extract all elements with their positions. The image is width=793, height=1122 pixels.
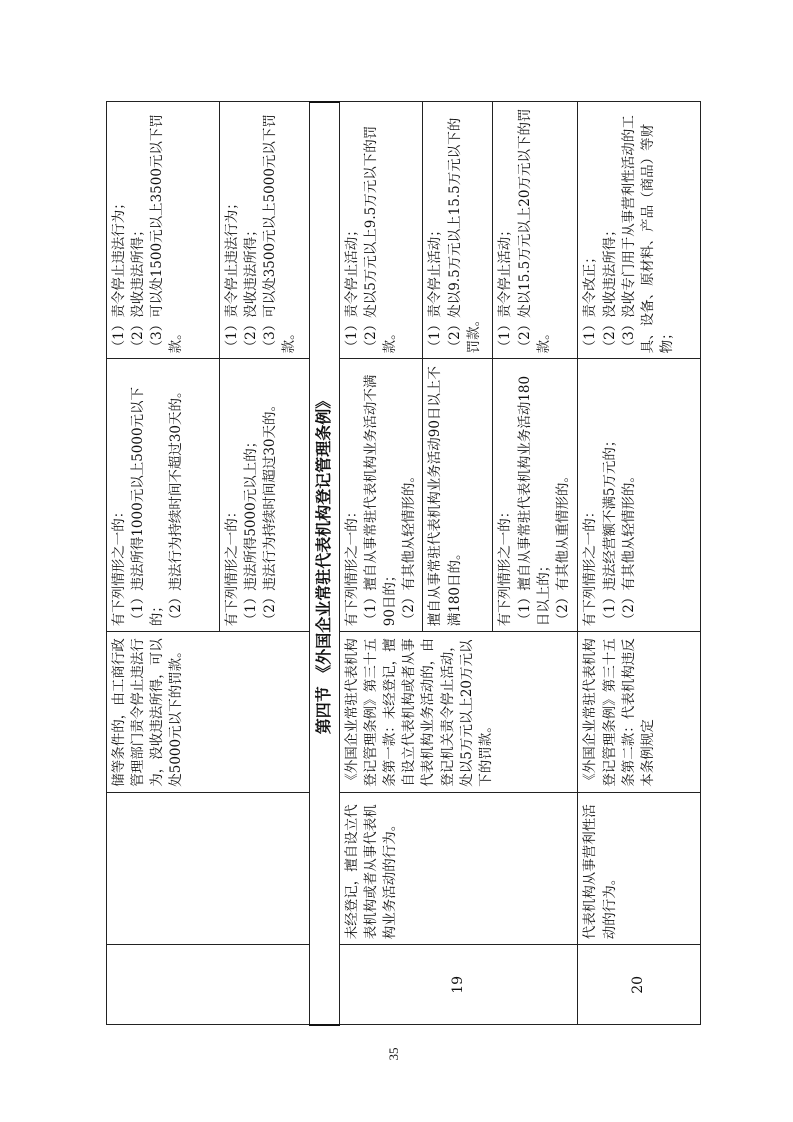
circumstance-line: （1）违法经营额不满5万元的； — [601, 433, 618, 627]
standard-line: （3）没收专门用于从事营利性活动的工具、设备、原材料、产品（商品）等财物； — [620, 115, 675, 354]
standard-line: （2）处以5万元以上9.5万元以下的罚款。 — [362, 125, 399, 354]
circumstance-cell — [107, 359, 220, 632]
basis-cell: 储等条件的，由工商行政管理部门责令停止违法行为，没收违法所得，可以处5000元以下的罚款。 — [107, 632, 310, 793]
basis-cell: 《外国企业常驻代表机构登记管理条例》第三十五条第一款：未经登记，擅自设立代表机构或者从事代表机构业务活动的，由登记机关责令停止活动，处以5万元以上20万元以下的罚款。 — [339, 632, 578, 793]
standard-line: （2）没收违法所得； — [243, 223, 260, 354]
circumstance-line: 有下列情形之一的： — [582, 504, 599, 627]
circumstance-line: （1）违法所得5000元以上的； — [243, 434, 260, 627]
section-title: 第四节 《外国企业常驻代表机构登记管理条例》 — [310, 102, 340, 1025]
standard-line: （2）没收违法所得； — [601, 223, 618, 354]
behavior-cell: 未经登记，擅自设立代表机构或者从事代表机构业务活动的行为。 — [339, 792, 578, 944]
circumstance-cell — [423, 359, 493, 632]
standard-line: （1）责令停止违法行为； — [224, 196, 240, 354]
section-row — [310, 102, 340, 1025]
standard-line: （1）责令停止违法行为； — [111, 196, 127, 354]
circumstance-line: （1）违法所得1000元以上5000元以下的； — [130, 386, 166, 627]
circumstance-line: （1）擅自从事常驻代表机构业务活动不满90日的； — [362, 374, 399, 627]
circumstance-cell — [339, 359, 423, 632]
circumstance-line: 有下列情形之一的： — [343, 504, 360, 627]
circumstance-line: （2）有其他从轻情形的。 — [401, 469, 418, 627]
basis-cell: 《外国企业常驻代表机构登记管理条例》第三十五条第二款：代表机构违反本条例规定 — [578, 632, 701, 793]
behavior-cell — [107, 792, 310, 944]
circumstance-cell — [578, 359, 701, 632]
item-number: 20 — [578, 945, 701, 1025]
standard-line: （3）可以处1500元以上3500元以下罚款。 — [149, 114, 185, 354]
standard-cell — [339, 102, 423, 359]
standard-line: （2）处以15.5万元以上20万元以下的罚款。 — [516, 108, 552, 354]
circumstance-line: 有下列情形之一的： — [111, 504, 127, 627]
standard-line: （2）处以9.5万元以上15.5万元以下的罚款。 — [446, 117, 482, 354]
standard-line: （1）责令停止活动； — [497, 223, 514, 354]
standard-line: （1）责令停止活动； — [343, 223, 360, 354]
penalty-standards-table — [106, 101, 701, 1026]
standard-line: （1）责令改正； — [582, 250, 599, 354]
standard-cell — [423, 102, 493, 359]
circumstance-cell — [493, 359, 578, 632]
number-cell — [107, 945, 310, 1025]
standard-cell — [578, 102, 701, 359]
circumstance-line: 有下列情形之一的： — [497, 504, 514, 627]
circumstance-line: 擅自从事常驻代表机构业务活动90日以上不满180日的。 — [427, 366, 463, 627]
table-row — [339, 102, 423, 1025]
standard-cell — [220, 102, 310, 359]
rotated-table-wrapper — [106, 101, 681, 1026]
table-row — [578, 102, 701, 1025]
circumstance-line: 有下列情形之一的： — [224, 504, 240, 627]
standard-cell — [107, 102, 220, 359]
standard-line: （3）可以处3500元以上5000元以下罚款。 — [262, 114, 298, 354]
standard-cell — [493, 102, 578, 359]
standard-line: （2）没收违法所得； — [130, 223, 147, 354]
table-row — [107, 102, 220, 1025]
circumstance-line: （2）违法行为持续时间不超过30天的。 — [168, 384, 185, 627]
circumstance-line: （2）违法行为持续时间超过30天的。 — [262, 397, 279, 627]
standard-line: （1）责令停止活动； — [427, 223, 444, 354]
circumstance-cell — [220, 359, 310, 632]
page-number: 35 — [386, 1047, 401, 1061]
circumstance-line: （2）有其他从轻情形的。 — [620, 469, 637, 627]
item-number: 19 — [339, 945, 578, 1025]
circumstance-line: （2）有其他从重情形的。 — [554, 469, 571, 627]
circumstance-line: （1）擅自从事常驻代表机构业务活动180日以上的； — [516, 375, 552, 627]
behavior-cell: 代表机构从事营利性活动的行为。 — [578, 792, 701, 944]
